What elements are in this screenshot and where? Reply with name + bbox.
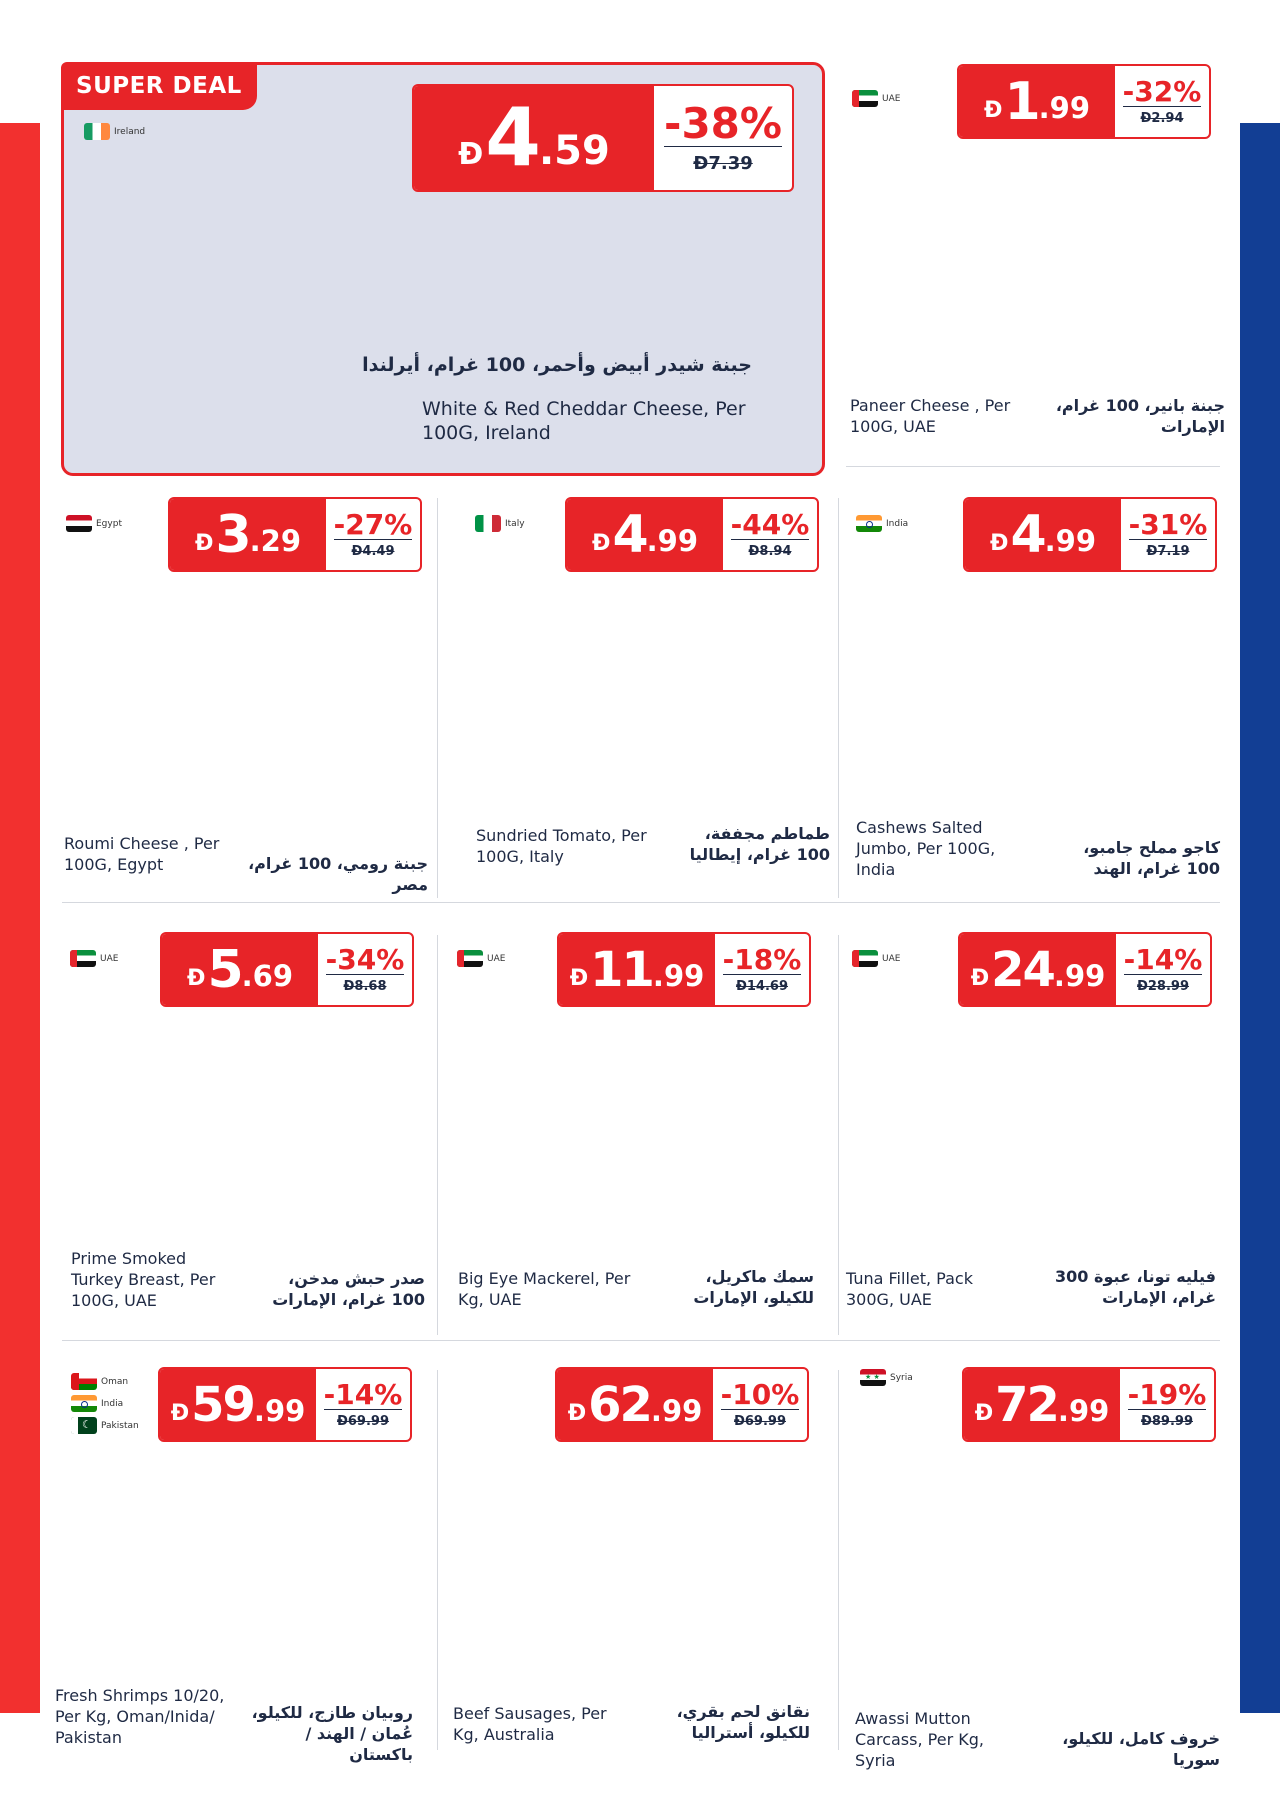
currency-icon: Đ <box>458 137 484 172</box>
discount-box <box>316 1369 410 1440</box>
old-price: Đ28.99 <box>1136 979 1189 995</box>
price-integer: 24 <box>991 941 1054 998</box>
origin-flags <box>860 1369 913 1386</box>
current-price <box>965 499 1121 570</box>
origin-country-name: Pakistan <box>101 1420 139 1431</box>
price-integer: 3 <box>215 504 250 565</box>
price-tag <box>168 497 422 572</box>
product-name-arabic: روبيان طازج، للكيلو، عُمان / الهند / باكستان <box>251 1703 413 1764</box>
italy-flag-icon <box>475 515 501 532</box>
product-name-english: Prime Smoked Turkey Breast, Per 100G, UAE <box>71 1249 216 1310</box>
origin-country-name: Ireland <box>114 126 146 137</box>
old-price: Đ69.99 <box>733 1414 786 1430</box>
discount-box <box>1116 934 1210 1005</box>
divider <box>838 1370 839 1750</box>
product-name-english: Sundried Tomato, Per 100G, Italy <box>476 826 647 866</box>
discount-percent: -10% <box>720 1377 800 1411</box>
price-decimal: .99 <box>253 1394 306 1428</box>
old-price: Đ4.49 <box>351 544 395 560</box>
origin-country-name: India <box>101 1398 124 1409</box>
currency-icon: Đ <box>970 966 990 991</box>
india-flag-icon <box>856 515 882 532</box>
currency-icon: Đ <box>974 1401 994 1426</box>
syria-flag-icon <box>860 1369 886 1386</box>
price-decimal: .99 <box>650 1394 703 1428</box>
current-price <box>567 499 723 570</box>
origin-flags <box>852 90 900 107</box>
price-integer: 11 <box>590 941 653 998</box>
ireland-flag-icon <box>84 123 110 140</box>
current-price <box>959 66 1115 137</box>
old-price: Đ14.69 <box>735 979 788 995</box>
origin-country <box>475 515 525 532</box>
discount-percent: -18% <box>722 942 802 976</box>
right-navy-stripe <box>1240 123 1280 1713</box>
discount-percent: -38% <box>664 98 782 148</box>
product-name-english: Tuna Fillet, Pack 300G, UAE <box>846 1269 973 1309</box>
origin-country <box>856 515 908 532</box>
price-integer: 4 <box>1010 504 1045 565</box>
oman-flag-icon <box>71 1373 97 1390</box>
price-tag <box>962 1367 1216 1442</box>
current-price <box>160 1369 316 1440</box>
price-decimal: .99 <box>652 959 705 993</box>
origin-flags <box>852 950 900 967</box>
current-price <box>559 934 715 1005</box>
price-tag <box>412 84 794 192</box>
price-decimal: .69 <box>241 959 293 993</box>
discount-box <box>654 86 792 190</box>
origin-country <box>457 950 505 967</box>
price-decimal: .99 <box>1057 1394 1110 1428</box>
currency-icon: Đ <box>195 531 214 556</box>
currency-icon: Đ <box>187 966 206 991</box>
divider <box>437 1370 438 1750</box>
currency-icon: Đ <box>592 531 611 556</box>
discount-percent: -19% <box>1127 1377 1207 1411</box>
price-tag <box>160 932 414 1007</box>
origin-country-name: Italy <box>505 518 525 529</box>
discount-box <box>713 1369 807 1440</box>
price-integer: 1 <box>1004 71 1039 132</box>
divider <box>62 902 1220 903</box>
origin-country-name: UAE <box>487 953 506 964</box>
origin-flags <box>66 515 122 532</box>
uae-flag-icon <box>70 950 96 967</box>
super-deal-card[interactable] <box>61 62 825 476</box>
product-card[interactable] <box>452 930 814 1330</box>
divider <box>846 466 1220 467</box>
price-decimal: .99 <box>1053 959 1106 993</box>
product-card[interactable] <box>470 495 830 900</box>
price-tag <box>158 1367 412 1442</box>
old-price: Đ2.94 <box>1140 111 1184 127</box>
old-price: Đ7.39 <box>693 153 753 175</box>
origin-flags <box>475 515 525 532</box>
price-tag <box>958 932 1212 1007</box>
price-integer: 59 <box>191 1376 254 1433</box>
origin-country <box>852 950 900 967</box>
product-name-arabic: جبنة بانير، 100 غرام، الإمارات <box>1055 396 1225 436</box>
product-card[interactable] <box>65 930 425 1330</box>
old-price: Đ8.68 <box>343 979 387 995</box>
product-card[interactable] <box>450 1365 810 1760</box>
discount-box <box>326 499 420 570</box>
discount-box <box>1121 499 1215 570</box>
discount-box <box>318 934 412 1005</box>
origin-country <box>860 1369 913 1386</box>
origin-country-name: UAE <box>882 953 901 964</box>
divider <box>62 1340 1220 1341</box>
currency-icon: Đ <box>567 1401 587 1426</box>
divider <box>838 935 839 1335</box>
egypt-flag-icon <box>66 515 92 532</box>
product-card[interactable] <box>58 495 428 900</box>
pakistan-flag-icon <box>71 1417 97 1434</box>
discount-box <box>1120 1369 1214 1440</box>
price-tag <box>957 64 1211 139</box>
discount-percent: -34% <box>325 942 405 976</box>
current-price <box>964 1369 1120 1440</box>
origin-country <box>71 1373 139 1390</box>
product-name-arabic: صدر حبش مدخن، 100 غرام، الإمارات <box>272 1269 425 1309</box>
origin-country <box>71 1395 139 1412</box>
origin-country-name: Egypt <box>96 518 122 529</box>
product-name-arabic: نقانق لحم بقري، للكيلو، أستراليا <box>676 1702 810 1742</box>
origin-country <box>84 123 145 140</box>
old-price: Đ89.99 <box>1140 1414 1193 1430</box>
discount-box <box>715 934 809 1005</box>
current-price <box>162 934 318 1005</box>
super-deal-badge: SUPER DEAL <box>61 62 257 110</box>
product-name-english: White & Red Cheddar Cheese, Per 100G, Ireland <box>422 398 746 444</box>
old-price: Đ69.99 <box>336 1414 389 1430</box>
origin-country-name: Oman <box>101 1376 129 1387</box>
origin-flags <box>70 950 118 967</box>
product-name-arabic: فيليه تونا، عبوة 300 غرام، الإمارات <box>1055 1267 1216 1307</box>
origin-country <box>71 1417 139 1434</box>
current-price <box>960 934 1116 1005</box>
discount-percent: -31% <box>1128 507 1208 541</box>
product-name-arabic: خروف كامل، للكيلو، سوريا <box>1062 1729 1220 1769</box>
product-card[interactable] <box>53 1365 413 1764</box>
price-integer: 4 <box>485 91 539 184</box>
price-decimal: .29 <box>249 524 301 558</box>
product-card[interactable] <box>840 62 1225 472</box>
price-tag <box>557 932 811 1007</box>
price-tag <box>565 497 819 572</box>
uae-flag-icon <box>852 90 878 107</box>
product-name-english: Beef Sausages, Per Kg, Australia <box>453 1704 607 1744</box>
product-card[interactable] <box>850 1365 1220 1770</box>
origin-country-name: Syria <box>890 1372 913 1383</box>
divider <box>838 498 839 898</box>
currency-icon: Đ <box>170 1401 190 1426</box>
origin-country <box>66 515 122 532</box>
product-name-arabic: طماطم مجففة، 100 غرام، إيطاليا <box>689 824 830 864</box>
uae-flag-icon <box>852 950 878 967</box>
product-name-arabic: سمك ماكريل، للكيلو، الإمارات <box>693 1267 814 1307</box>
origin-flags <box>856 515 908 532</box>
discount-percent: -14% <box>323 1377 403 1411</box>
price-decimal: .99 <box>1038 91 1090 125</box>
product-card[interactable] <box>848 495 1220 900</box>
origin-flags <box>84 123 145 140</box>
price-integer: 62 <box>588 1376 651 1433</box>
currency-icon: Đ <box>569 966 589 991</box>
price-tag <box>963 497 1217 572</box>
currency-icon: Đ <box>984 98 1003 123</box>
product-name-arabic: جبنة رومي، 100 غرام، مصر <box>248 854 428 894</box>
product-name-english: Roumi Cheese , Per 100G, Egypt <box>64 834 220 874</box>
price-decimal: .99 <box>646 524 698 558</box>
product-name-english: Cashews Salted Jumbo, Per 100G, India <box>856 818 996 879</box>
current-price <box>170 499 326 570</box>
discount-box <box>1115 66 1209 137</box>
india-flag-icon <box>71 1395 97 1412</box>
uae-flag-icon <box>457 950 483 967</box>
old-price: Đ8.94 <box>748 544 792 560</box>
product-name-arabic: جبنة شيدر أبيض وأحمر، 100 غرام، أيرلندا <box>362 354 752 376</box>
product-card[interactable] <box>846 930 1216 1330</box>
discount-percent: -44% <box>730 507 810 541</box>
divider <box>437 935 438 1335</box>
origin-country-name: India <box>886 518 909 529</box>
discount-box <box>723 499 817 570</box>
current-price <box>414 86 654 190</box>
divider <box>437 498 438 898</box>
product-name-english: Big Eye Mackerel, Per Kg, UAE <box>458 1269 631 1309</box>
origin-flags <box>71 1373 139 1434</box>
product-name-english: Fresh Shrimps 10/20, Per Kg, Oman/Inida/ Pakistan <box>55 1686 225 1747</box>
origin-country-name: UAE <box>100 953 119 964</box>
discount-percent: -27% <box>333 507 413 541</box>
origin-country <box>70 950 118 967</box>
currency-icon: Đ <box>990 531 1009 556</box>
origin-flags <box>457 950 505 967</box>
origin-country <box>852 90 900 107</box>
product-name-english: Awassi Mutton Carcass, Per Kg, Syria <box>855 1709 984 1770</box>
current-price <box>557 1369 713 1440</box>
product-name-arabic: كاجو مملح جامبو، 100 غرام، الهند <box>1083 838 1220 878</box>
left-red-stripe <box>0 123 40 1713</box>
discount-percent: -32% <box>1122 74 1202 108</box>
old-price: Đ7.19 <box>1146 544 1190 560</box>
product-name-english: Paneer Cheese , Per 100G, UAE <box>850 396 1011 436</box>
price-decimal: .99 <box>1044 524 1096 558</box>
origin-country-name: UAE <box>882 93 901 104</box>
discount-percent: -14% <box>1123 942 1203 976</box>
price-integer: 5 <box>207 939 242 1000</box>
price-integer: 72 <box>995 1376 1058 1433</box>
price-integer: 4 <box>612 504 647 565</box>
price-decimal: .59 <box>538 128 610 174</box>
price-tag <box>555 1367 809 1442</box>
